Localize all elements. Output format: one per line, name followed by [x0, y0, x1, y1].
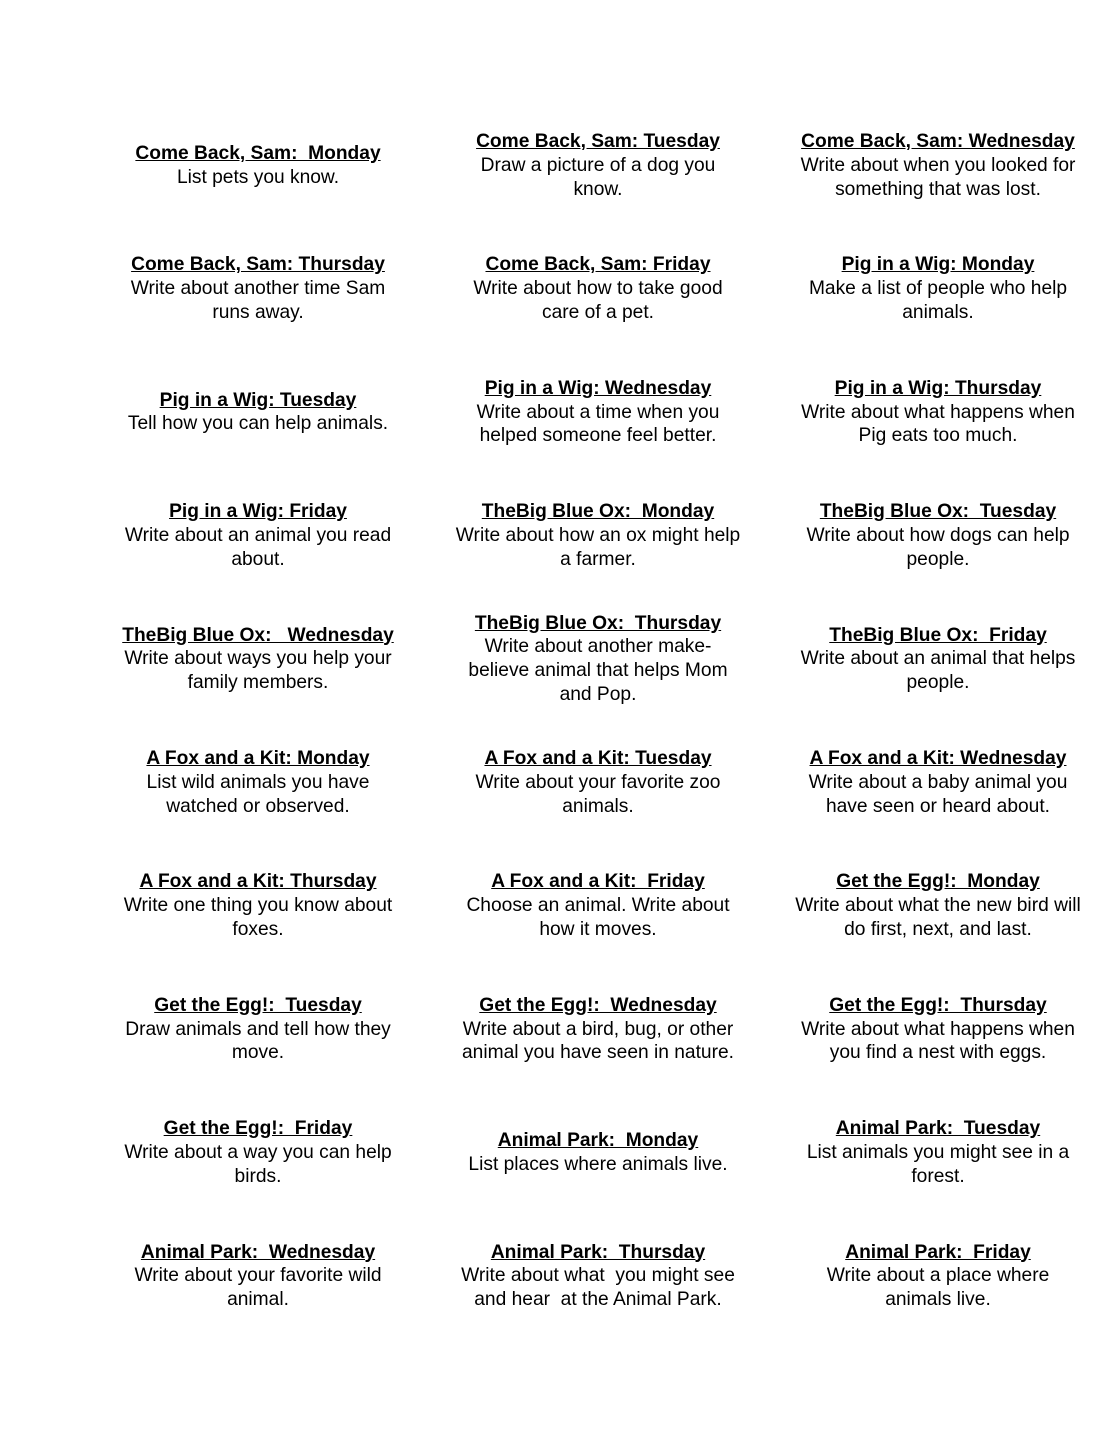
prompt-title: A Fox and a Kit: Thursday: [139, 871, 377, 893]
prompt-card: [768, 598, 1108, 721]
prompt-title: Animal Park: Wednesday: [140, 1241, 376, 1263]
prompt-title: TheBig Blue Ox: Friday: [829, 624, 1047, 646]
prompt-text: Write about a way you can help birds.: [124, 1141, 392, 1187]
prompt-title: A Fox and a Kit: Friday: [491, 871, 705, 893]
prompt-text: Write about what you might see and hear at the Animal Park.: [461, 1265, 735, 1311]
prompt-card: [88, 968, 428, 1091]
prompt-text: Write about your favorite wild animal.: [134, 1265, 382, 1311]
prompt-text: Choose an animal. Write about how it moves.: [466, 895, 730, 940]
prompt-card: [428, 1091, 768, 1214]
prompt-card: [428, 968, 768, 1091]
prompt-card: [428, 844, 768, 967]
prompt-text: Write about ways you help your family members.: [124, 648, 392, 694]
prompt-card: [768, 1091, 1108, 1214]
prompt-text: Write about another make- believe animal that helps Mom and Pop.: [468, 636, 728, 706]
prompt-text: Write about a bird, bug, or other animal you have seen in nature.: [462, 1018, 734, 1064]
prompt-card: [768, 474, 1108, 597]
prompt-title: Get the Egg!: Tuesday: [154, 994, 362, 1016]
prompt-title: Get the Egg!: Monday: [836, 871, 1040, 893]
prompt-title: Come Back, Sam: Tuesday: [476, 131, 720, 152]
prompt-title: Animal Park: Friday: [845, 1241, 1031, 1263]
prompt-text: Write about how dogs can help people.: [806, 524, 1070, 570]
prompt-title: A Fox and a Kit: Tuesday: [484, 747, 712, 769]
prompt-text: Write about another time Sam runs away.: [130, 278, 386, 323]
prompt-title: A Fox and a Kit: Monday: [146, 747, 370, 769]
prompt-card: [428, 104, 768, 227]
prompt-title: Pig in a Wig: Wednesday: [484, 377, 712, 399]
prompt-text: Write about when you looked for something that was lost.: [800, 154, 1076, 200]
prompt-title: A Fox and a Kit: Wednesday: [809, 747, 1067, 769]
prompt-title: Come Back, Sam: Thursday: [131, 254, 385, 276]
prompt-card: [88, 1091, 428, 1214]
prompt-title: TheBig Blue Ox: Thursday: [474, 612, 722, 634]
prompt-title: Get the Egg!: Wednesday: [479, 994, 717, 1016]
prompt-card: [88, 721, 428, 844]
prompt-text: Write one thing you know about foxes.: [123, 895, 393, 940]
prompt-text: Draw animals and tell how they move.: [125, 1018, 391, 1064]
prompt-title: Animal Park: Tuesday: [835, 1118, 1041, 1140]
prompt-text: Tell how you can help animals.: [127, 413, 389, 435]
prompt-title: Come Back, Sam: Monday: [135, 142, 381, 164]
prompt-title: Get the Egg!: Friday: [163, 1118, 353, 1140]
prompt-card: [428, 598, 768, 721]
prompt-title: TheBig Blue Ox: Tuesday: [819, 501, 1057, 523]
prompt-title: Pig in a Wig: Thursday: [834, 377, 1042, 399]
prompt-text: Write about how to take good care of a pet.: [473, 278, 723, 323]
prompt-text: Draw a picture of a dog you know.: [480, 154, 716, 200]
prompt-text: List wild animals you have watched or observed.: [146, 771, 370, 817]
prompt-card: [428, 351, 768, 474]
prompt-title: Animal Park: Thursday: [490, 1241, 706, 1263]
prompt-card: [428, 474, 768, 597]
prompt-card: [768, 227, 1108, 350]
prompt-title: Pig in a Wig: Monday: [841, 254, 1035, 276]
prompt-card: [768, 844, 1108, 967]
prompt-title: Pig in a Wig: Friday: [169, 501, 347, 523]
prompt-card: [88, 844, 428, 967]
prompt-card: [768, 104, 1108, 227]
prompt-text: Write about what happens when you find a nest with eggs.: [801, 1018, 1075, 1064]
prompt-card: [428, 227, 768, 350]
prompt-card: [88, 227, 428, 350]
prompt-card: [88, 598, 428, 721]
prompt-card-grid: [88, 104, 1108, 1338]
prompt-title: Animal Park: Monday: [497, 1130, 699, 1152]
prompt-card: [88, 1215, 428, 1338]
prompt-text: Write about an animal you read about.: [124, 524, 392, 570]
prompt-text: Write about an animal that helps people.: [800, 648, 1076, 694]
prompt-text: Write about what the new bird will do first, next, and last.: [795, 895, 1081, 940]
prompt-text: Write about how an ox might help a farmer.: [455, 524, 741, 570]
prompt-text: Write about a place where animals live.: [826, 1265, 1050, 1311]
prompt-card: [88, 104, 428, 227]
prompt-title: TheBig Blue Ox: Wednesday: [122, 624, 394, 646]
prompt-title: Pig in a Wig: Tuesday: [159, 389, 357, 411]
prompt-card: [768, 1215, 1108, 1338]
prompt-card: [768, 721, 1108, 844]
prompt-card: [88, 474, 428, 597]
prompt-title: TheBig Blue Ox: Monday: [481, 501, 715, 523]
prompt-title: Come Back, Sam: Wednesday: [801, 131, 1075, 152]
prompt-card: [428, 1215, 768, 1338]
prompt-card: [768, 968, 1108, 1091]
prompt-text: Write about your favorite zoo animals.: [475, 771, 721, 817]
prompt-title: Get the Egg!: Thursday: [829, 994, 1047, 1016]
prompt-text: Write about a time when you helped someone feel better.: [476, 401, 720, 447]
prompt-card: [428, 721, 768, 844]
prompt-text: Make a list of people who help animals.: [808, 278, 1068, 323]
prompt-text: List pets you know.: [176, 166, 340, 188]
prompt-text: List animals you might see in a forest.: [806, 1141, 1070, 1187]
prompt-card: [768, 351, 1108, 474]
prompt-card: [88, 351, 428, 474]
prompt-text: List places where animals live.: [468, 1153, 728, 1175]
prompt-title: Come Back, Sam: Friday: [485, 254, 711, 276]
prompt-text: Write about a baby animal you have seen or heard about.: [808, 771, 1068, 817]
prompt-text: Write about what happens when Pig eats too much.: [801, 401, 1075, 447]
